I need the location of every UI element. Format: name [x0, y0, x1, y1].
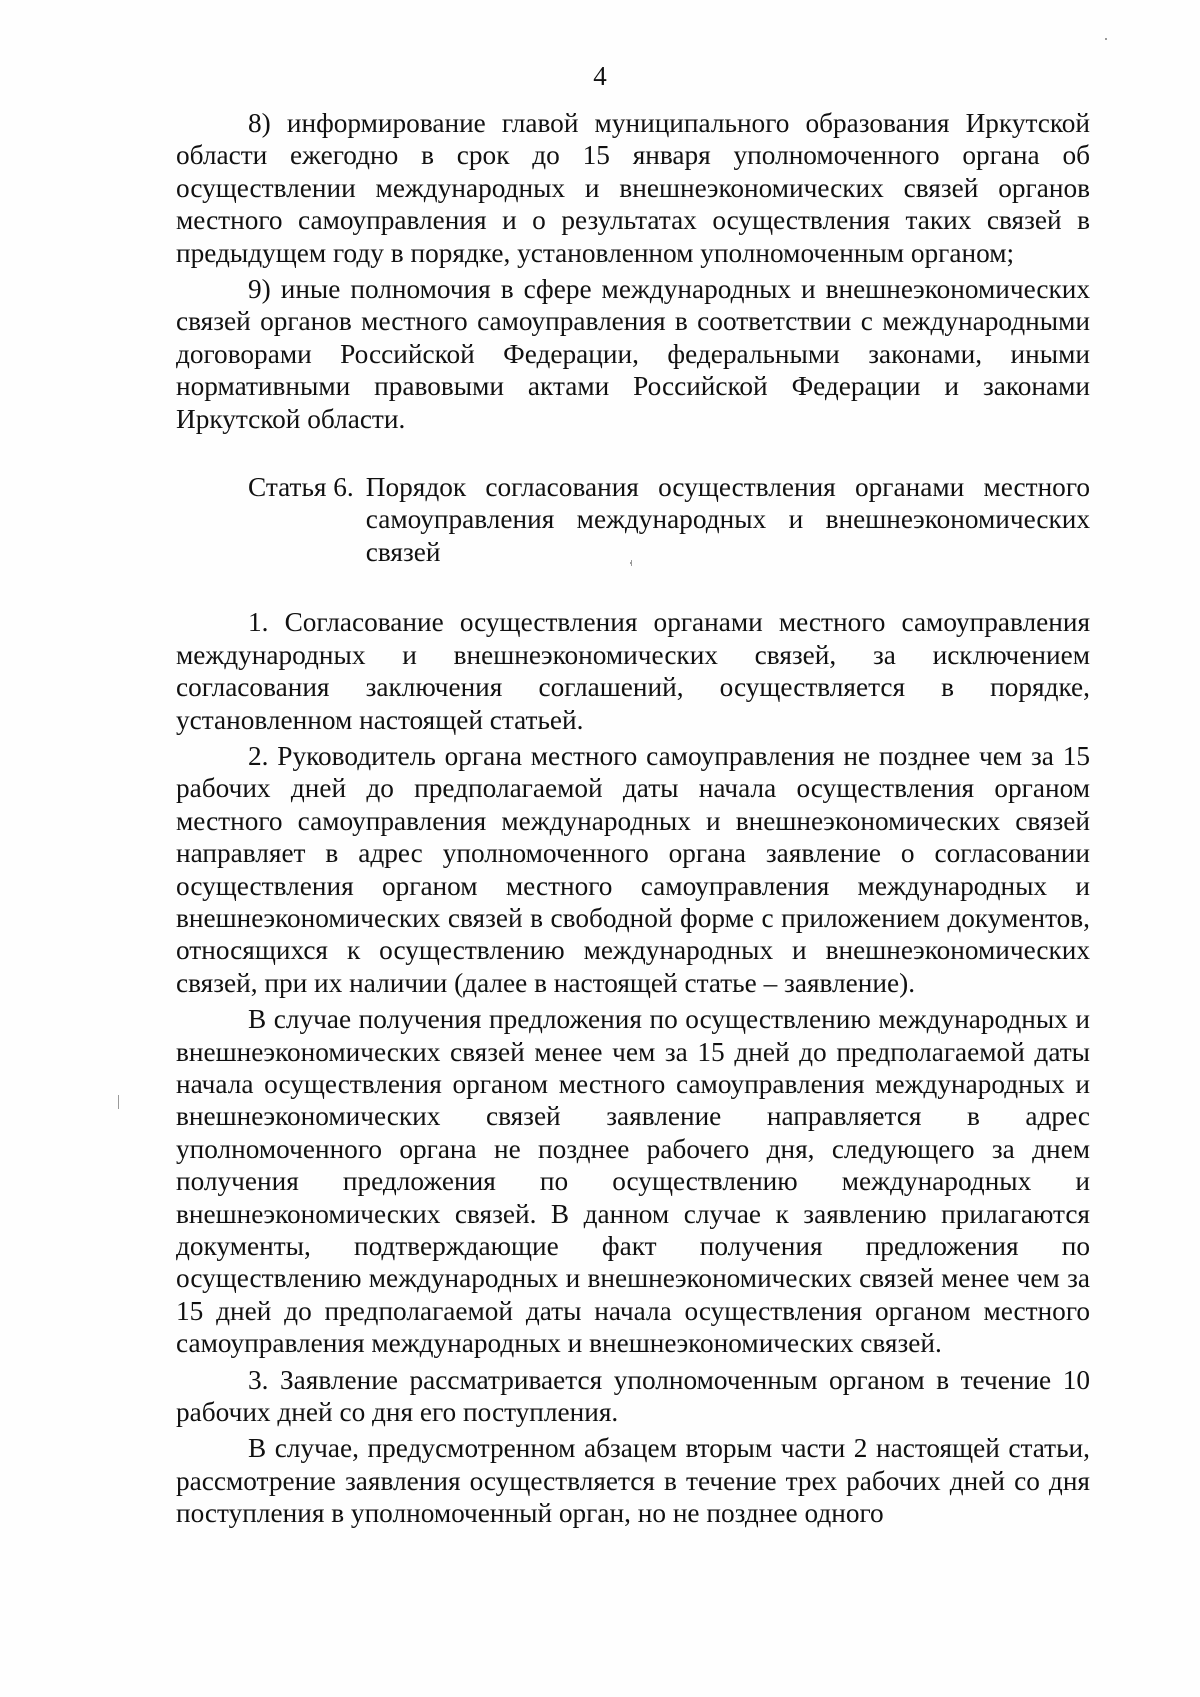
paragraph-part-2: 2. Руководитель органа местного самоуправления не позднее чем за 15 рабочих дней до предполагаемой даты начала осуществления органом местного самоуправления международных и внешнеэкономических связей направляет в адрес уполномоченного органа заявление о согласовании осуществления органом местного самоуправления международных и внешнеэкономических связей в свободной форме с приложением документов, относящихся к осуществлению международных и внешнеэкономических связей, при их наличии (далее в настоящей статье – заявление).	[176, 740, 1090, 998]
article-title: Порядок согласования осуществления органами местного самоуправления международных и внешнеэкономических связей	[365, 472, 1090, 567]
paragraph-part-3-second: В случае, предусмотренном абзацем вторым части 2 настоящей статьи, рассмотрение заявления осуществляется в течение трех рабочих дней со дня поступления в уполномоченный орган, но не позднее одного	[176, 1433, 1090, 1529]
document-body	[176, 107, 1090, 1530]
page-number: 4	[593, 61, 607, 91]
paragraph-part-2-second: В случае получения предложения по осуществлению международных и внешнеэкономических связей менее чем за 15 дней до предполагаемой даты начала осуществления органом местного самоуправления международных и внешнеэкономических связей заявление направляется в адрес уполномоченного органа не позднее рабочего дня, следующего за днем получения предложения по осуществлению международных и внешнеэкономических связей. В данном случае к заявлению прилагаются документы, подтверждающие факт получения предложения по осуществлению международных и внешнеэкономических связей менее чем за 15 дней до предполагаемой даты начала осуществления органом местного самоуправления международных и внешнеэкономических связей.	[176, 1004, 1090, 1359]
paragraph-item-8: 8) информирование главой муниципального образования Иркутской области ежегодно в срок до 15 января уполномоченного органа об осуществлении международных и внешнеэкономических связей органов местного самоуправления и о результатах осуществления таких связей в предыдущем году в порядке, установленном уполномоченным органом;	[176, 108, 1090, 268]
article-label: Статья 6.	[248, 472, 354, 503]
paragraph-item-9: 9) иные полномочия в сфере международных и внешнеэкономических связей органов местного самоуправления в соответствии с международными договорами Российской Федерации, федеральными законами, иными нормативными правовыми актами Российской Федерации и законами Иркутской области.	[176, 274, 1090, 434]
scan-artifact	[1105, 38, 1107, 40]
scan-artifact	[118, 1095, 119, 1109]
paragraph-part-1: 1. Согласование осуществления органами местного самоуправления международных и внешнеэкономических связей, за исключением согласования заключения соглашений, осуществляется в порядке, установленном настоящей статьей.	[176, 607, 1090, 735]
paragraph-part-3: 3. Заявление рассматривается уполномоченным органом в течение 10 рабочих дней со дня его поступления.	[176, 1364, 1090, 1428]
scan-artifact	[631, 560, 632, 566]
article-heading	[248, 471, 1090, 568]
